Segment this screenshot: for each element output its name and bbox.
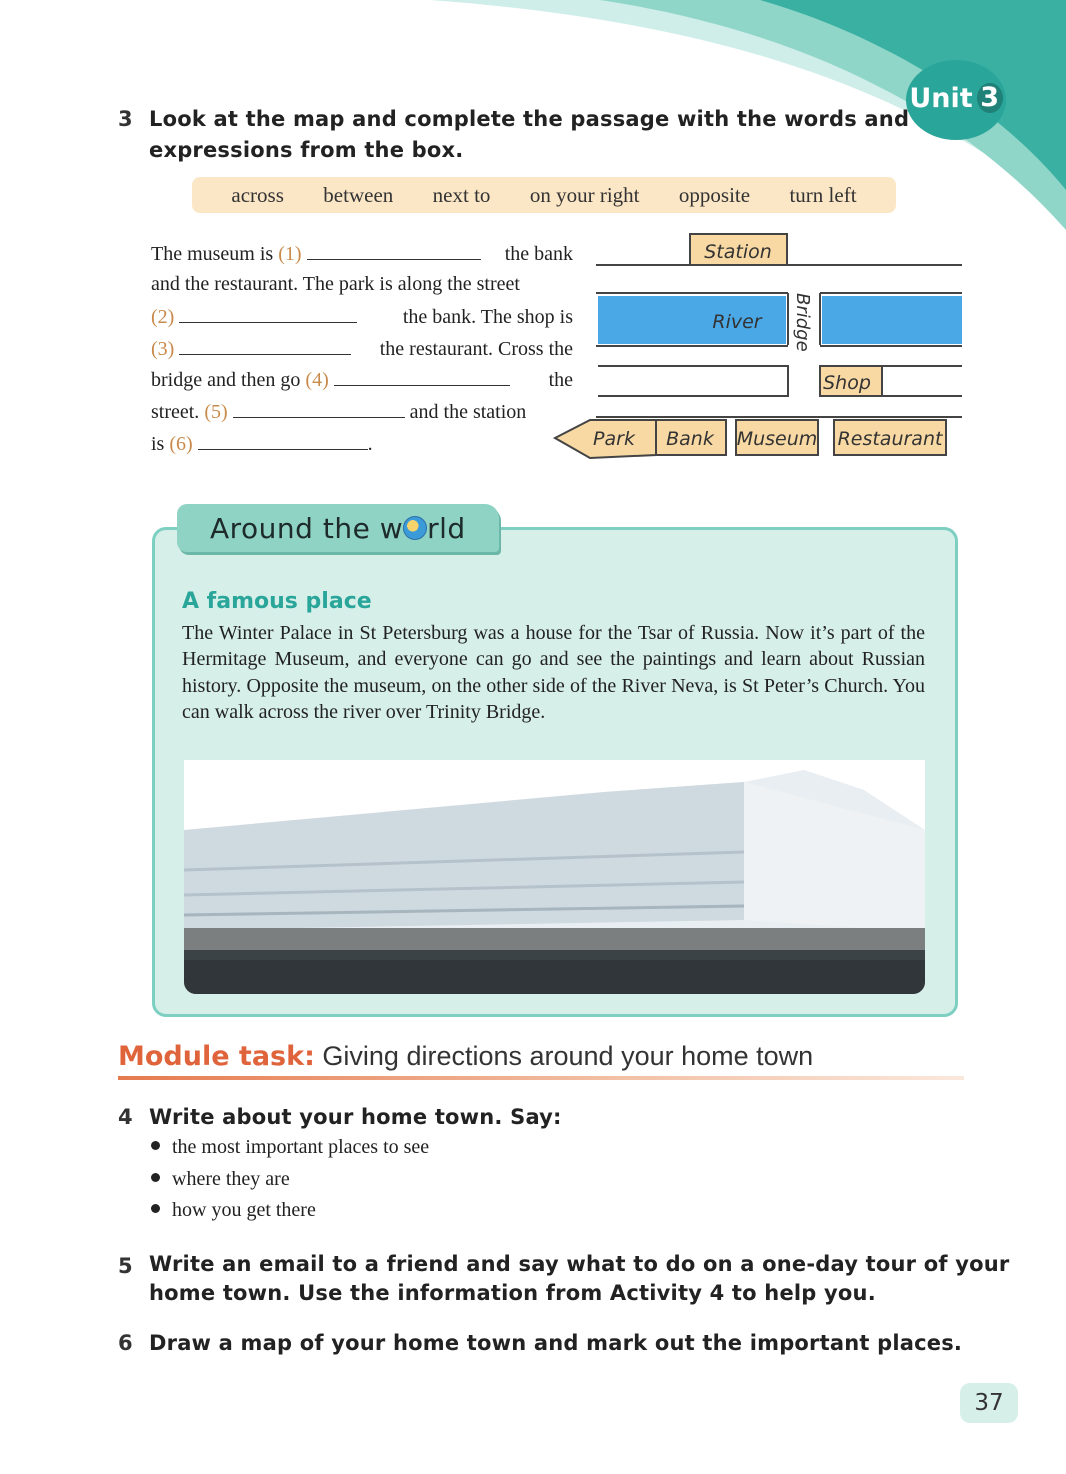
map-park-label: Park [593,428,635,450]
passage-text: the bank. The shop is [402,306,573,329]
activity-6-number: 6 [118,1331,133,1355]
list-item [151,1168,429,1200]
activity-5-line1: Write an email to a friend and say what to do on a one-day tour of your [149,1252,1010,1276]
blank-6[interactable] [198,431,368,450]
bullet-icon [151,1204,160,1213]
activity-4-instruction: Write about your home town. Say: [149,1105,562,1129]
map-station-label: Station [704,241,772,263]
unit-badge [906,60,1006,140]
list-item [151,1136,429,1168]
blank-5[interactable] [233,399,405,418]
passage-text: and the restaurant. The park is along the street [151,272,520,295]
bullet-icon [151,1173,160,1182]
activity-3-instruction-line2: expressions from the box. [149,138,464,162]
activity-6-instruction: Draw a map of your home town and mark out the important places. [149,1331,963,1355]
activity-4-bullets [151,1136,429,1231]
winter-palace-photo [184,760,925,994]
passage-text: the bank [504,243,573,265]
blank-2[interactable] [179,304,357,323]
module-task-underline [118,1076,964,1080]
famous-place-heading: A famous place [182,589,372,614]
list-item [151,1199,429,1231]
map-shop-label: Shop [823,372,871,394]
activity-5-line2: home town. Use the information from Activity 4 to help you. [149,1281,876,1305]
map-museum-label: Museum [736,428,818,450]
blank-3[interactable] [179,336,351,355]
activity-4-number: 4 [118,1105,133,1129]
blank-1[interactable] [307,241,481,260]
bullet-icon [151,1141,160,1150]
activity-3-instruction-line1: Look at the map and complete the passage with the words and [149,107,910,131]
globe-icon [403,516,427,540]
title-part: Around the w [210,512,404,545]
activity-5-number: 5 [118,1254,133,1278]
passage-text: the [548,369,573,392]
list-item-text: where they are [172,1167,290,1190]
map-river-label: River [712,311,762,333]
blank-number: (5) [204,400,228,423]
map-bank-label: Bank [666,428,714,450]
passage-text: bridge and then go [151,369,301,392]
title-part: rld [427,512,466,545]
passage-text: The museum is [151,243,274,265]
word-between: between [323,182,394,207]
word-box [192,177,896,213]
blank-number: (3) [151,337,175,360]
town-map [550,228,962,464]
word-turn-left: turn left [789,182,857,207]
list-item-text: the most important places to see [172,1136,430,1158]
map-bridge-label: Bridge [792,293,813,352]
page-number: 37 [960,1383,1018,1423]
module-task-title: Giving directions around your home town [322,1041,814,1071]
blank-number: (1) [278,243,302,265]
activity-3-instruction [149,104,909,166]
around-the-world-title [210,512,466,545]
famous-place-text: The Winter Palace in St Petersburg was a house for the Tsar of Russia. Now it’s part of the Hermitage Museum, and everyone can go and see the paintings and learn about Russian history. Opposite the museum, on the other side of the River Neva, is St Peter’s Church. You can walk across the river over Trinity Bridge. [182,622,925,724]
module-task-heading [118,1041,813,1072]
blank-4[interactable] [334,367,510,386]
activity-3-number: 3 [118,107,133,131]
unit-label: Unit [909,82,973,114]
blank-number: (6) [169,432,193,455]
blank-number: (2) [151,306,175,329]
passage-text: the restaurant. Cross the [379,337,573,360]
list-item-text: how you get there [172,1199,316,1221]
module-task-label: Module task: [118,1041,315,1072]
passage-text: is [151,432,165,455]
passage-text: and the station [409,400,527,423]
unit-number: 3 [977,83,1003,113]
activity-5-instruction [149,1250,1009,1308]
word-across: across [231,182,284,207]
map-restaurant-label: Restaurant [837,428,943,450]
gap-fill-passage [151,241,573,462]
passage-text: street. [151,400,200,423]
word-opposite: opposite [678,182,751,207]
passage-text: . [367,432,373,455]
word-on-your-right: on your right [529,182,640,207]
blank-number: (4) [305,369,329,392]
word-next-to: next to [432,182,491,207]
